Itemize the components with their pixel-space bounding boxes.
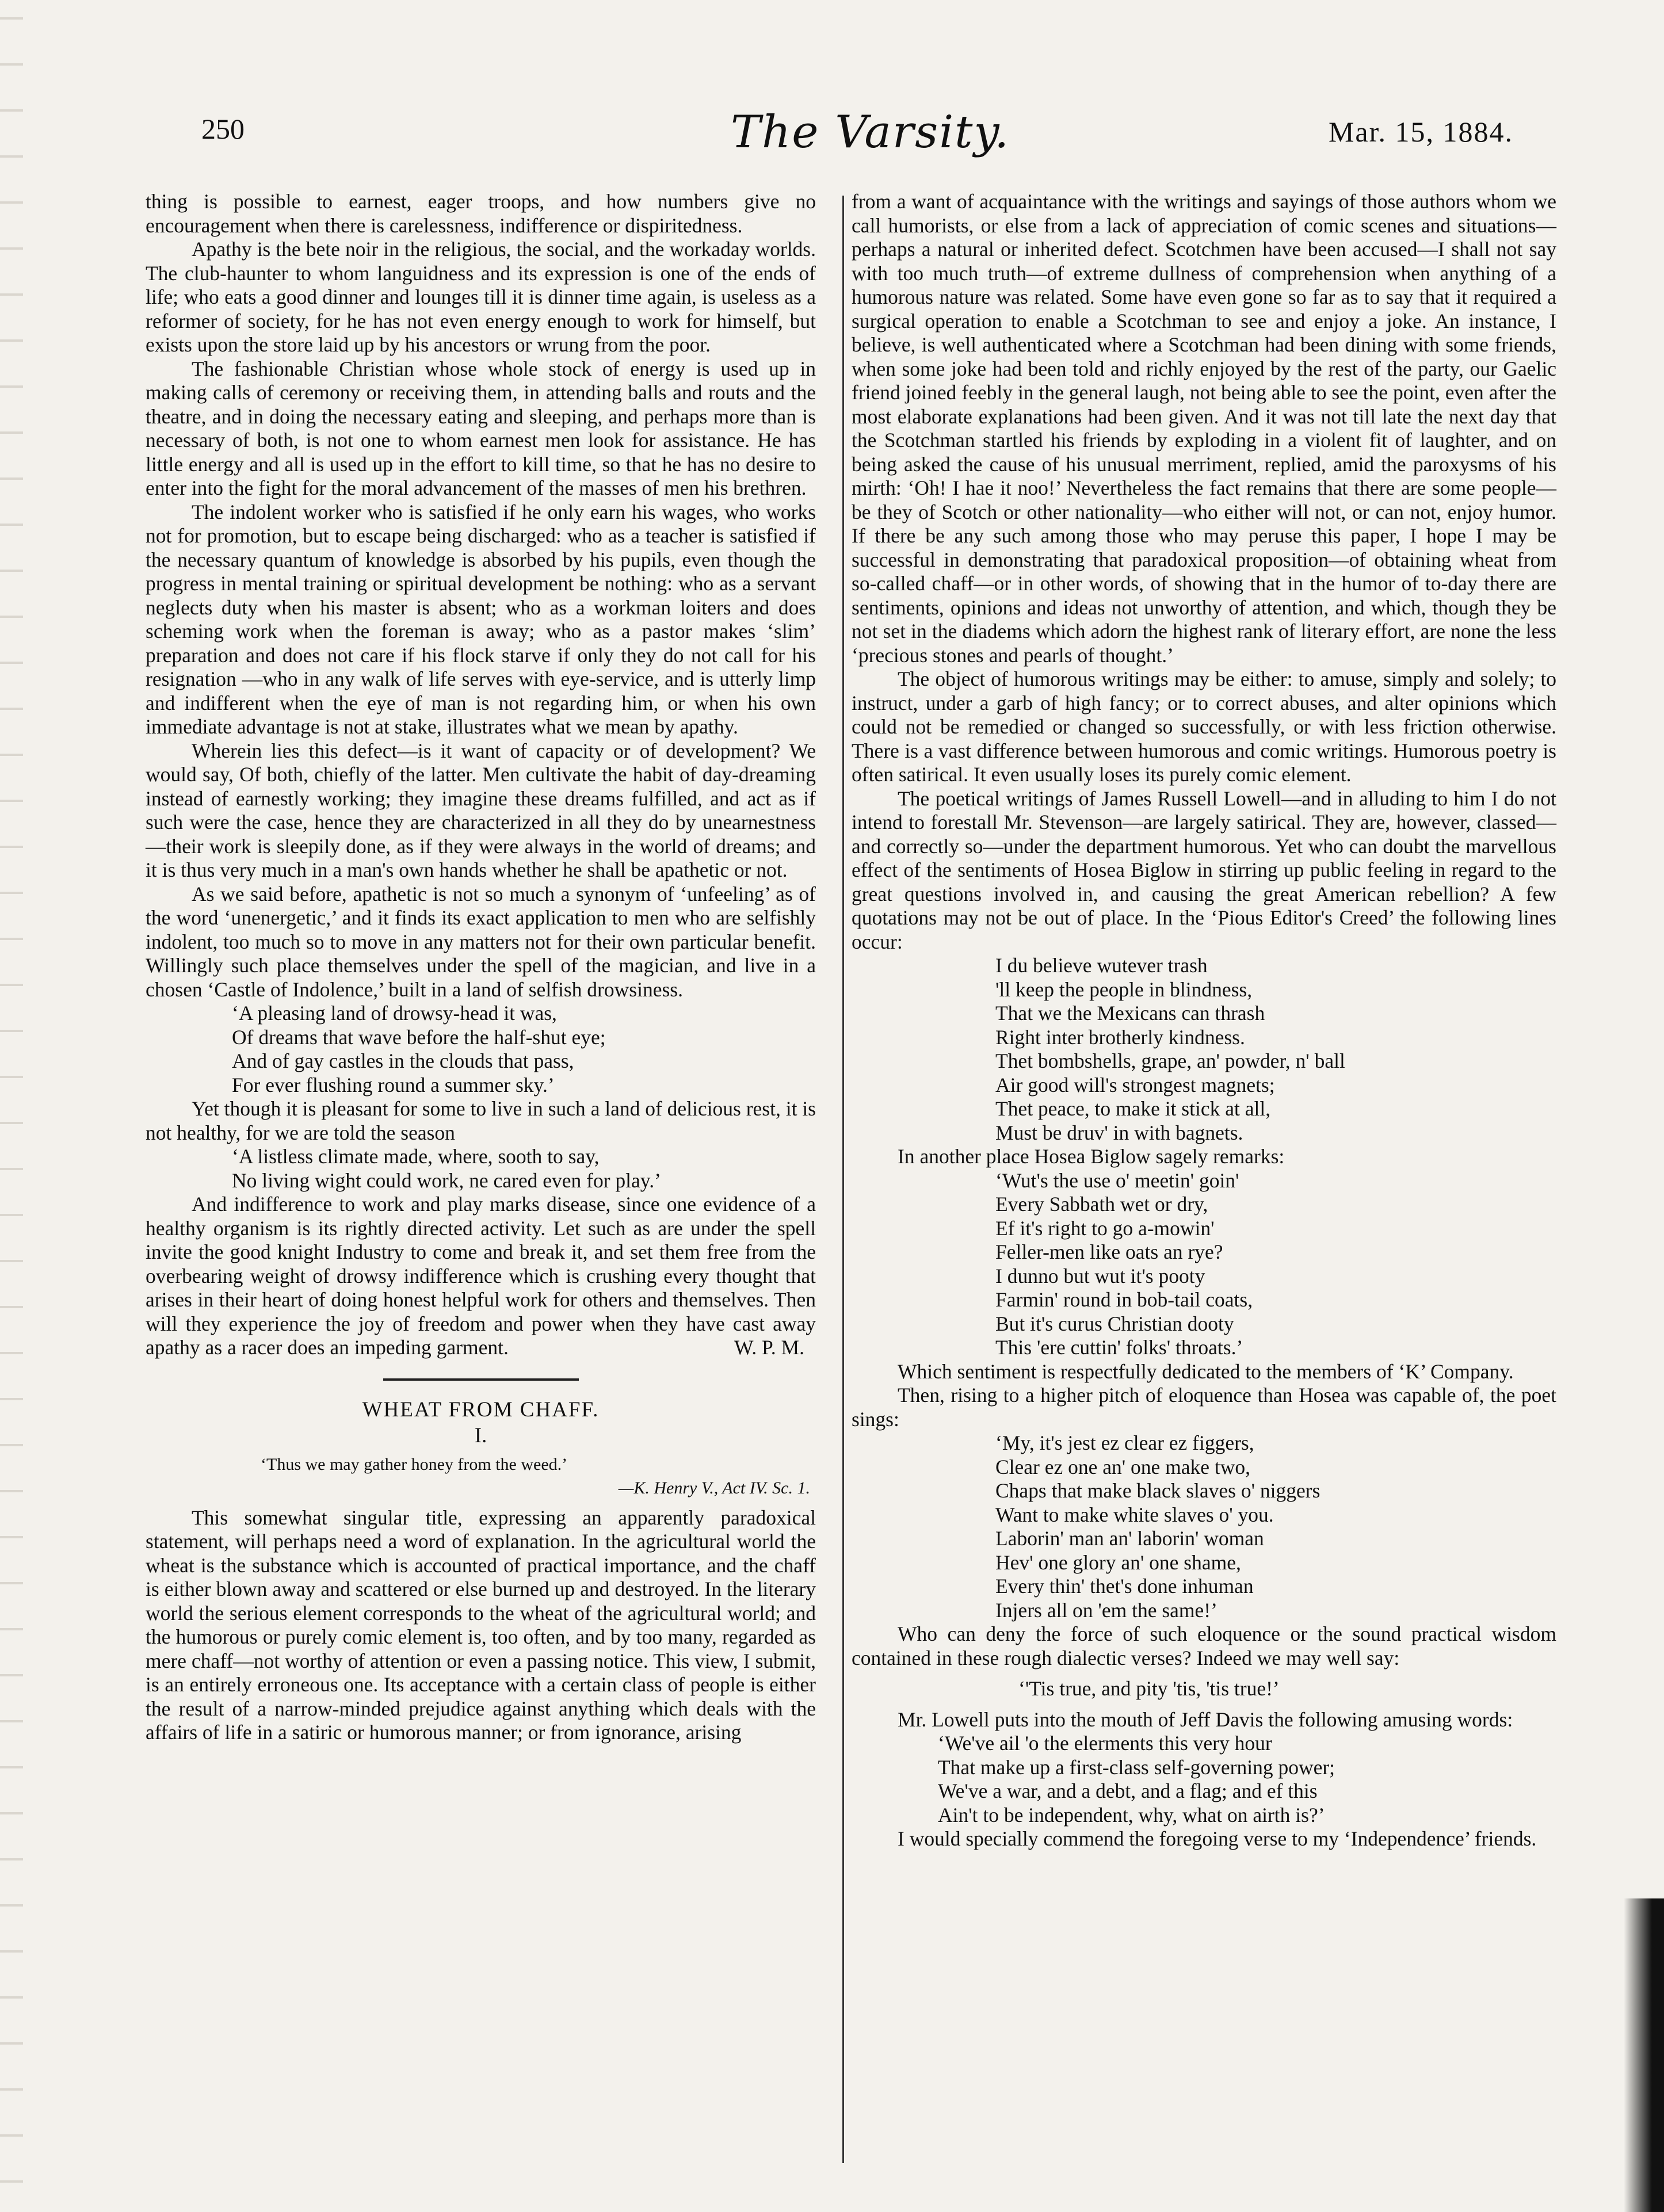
verse-line: We've a war, and a debt, and a flag; and ef this bbox=[938, 1779, 1318, 1802]
verse-line: Want to make white slaves o' you. bbox=[995, 1503, 1274, 1526]
verse-line: Injers all on 'em the same!’ bbox=[995, 1598, 1218, 1622]
epigraph-source: —K. Henry V., Act IV. Sc. 1. bbox=[618, 1479, 810, 1497]
verse-line: That we the Mexicans can thrash bbox=[995, 1002, 1265, 1025]
verse-line: ‘A listless climate made, where, sooth to say, bbox=[232, 1145, 600, 1168]
page-edge-shadow bbox=[1624, 1898, 1664, 2212]
author-signature: W. P. M. bbox=[734, 1336, 804, 1359]
verse-line: No living wight could work, ne cared even for play.’ bbox=[232, 1168, 661, 1192]
verse-line: ‘A pleasing land of drowsy-head it was, bbox=[232, 1002, 557, 1025]
verse-meetin-goin bbox=[852, 1169, 1556, 1360]
paragraph: Apathy is the bete noir in the religious, the social, and the workaday worlds. The club-haunter to whom languidness and its expression is one of the ends of life; who eats a good dinner and lounges till it is dinner time again, is useless as a reformer of society, for he has not even energy enough to work for himself, but exists upon the store laid up by his ancestors or wrung from the poor. bbox=[146, 238, 816, 356]
verse-pious-editors-creed bbox=[852, 954, 1556, 1145]
paragraph: Then, rising to a higher pitch of eloquence than Hosea was capable of, the poet sings: bbox=[852, 1384, 1556, 1431]
verse-line: Right inter brotherly kindness. bbox=[995, 1025, 1245, 1049]
article-part-number: I. bbox=[474, 1424, 487, 1447]
verse-line: Ain't to be independent, why, what on airth is?’ bbox=[938, 1803, 1325, 1827]
right-column bbox=[852, 190, 1556, 1851]
page-number: 250 bbox=[201, 113, 245, 145]
paragraph: Mr. Lowell puts into the mouth of Jeff Davis the following amusing words: bbox=[898, 1707, 1513, 1731]
page-edge-left bbox=[0, 0, 23, 2212]
verse-line: Of dreams that wave before the half-shut eye; bbox=[232, 1025, 606, 1049]
verse-line: Clear ez one an' one make two, bbox=[995, 1455, 1251, 1479]
paragraph: Wherein lies this defect—is it want of capacity or of development? We would say, Of both, chiefly of the latter. Men cultivate the habit of day-dreaming instead of earnestly working; they imagine these dreams fulfilled, and act as if such were the case, hence they are characterized in all they do by unearnestness —their work is sleepily done, as if they were always in the world of dreams; and it is thus very much in a man's own hands whether he shall be apathetic or not. bbox=[146, 739, 816, 881]
verse-jeff-davis bbox=[852, 1732, 1556, 1827]
paragraph: thing is possible to earnest, eager troops, and how numbers give no encouragement when there is carelessness, indifference or dispiritedness. bbox=[146, 190, 816, 237]
verse-line: For ever flushing round a summer sky.’ bbox=[232, 1073, 555, 1097]
verse-line: ‘My, it's jest ez clear ez figgers, bbox=[995, 1431, 1254, 1454]
verse-tis-true bbox=[852, 1677, 1556, 1701]
article-title: WHEAT FROM CHAFF. bbox=[362, 1397, 600, 1422]
verse-listless-climate bbox=[146, 1145, 816, 1193]
paragraph bbox=[146, 1193, 816, 1360]
left-column bbox=[146, 190, 816, 1745]
paragraph: I would specially commend the foregoing verse to my ‘Independence’ friends. bbox=[898, 1827, 1537, 1850]
verse-line: But it's curus Christian dooty bbox=[995, 1312, 1234, 1335]
paragraph-text: And indifference to work and play marks disease, since one evidence of a healthy organism is its rightly directed activity. Let such as are under the spell invite the good knight Industry to come and break it, and set them free from the overbearing weight of drowsy indifference which is crushing every thought that arises in their heart of doing honest helpful work for others and themselves. Then will they experience the joy of freedom and power when they have cast away apathy as a racer does an impeding garment. bbox=[146, 1193, 816, 1359]
verse-line: Laborin' man an' laborin' woman bbox=[995, 1527, 1264, 1550]
spacer bbox=[852, 1670, 1556, 1677]
verse-line: Thet peace, to make it stick at all, bbox=[995, 1097, 1271, 1120]
verse-line: Air good will's strongest magnets; bbox=[995, 1073, 1275, 1097]
verse-line: ‘'Tis true, and pity 'tis, 'tis true!’ bbox=[1018, 1677, 1280, 1700]
verse-castle-of-indolence bbox=[146, 1002, 816, 1097]
verse-line: I du believe wutever trash bbox=[995, 954, 1208, 977]
verse-line: Hev' one glory an' one shame, bbox=[995, 1550, 1241, 1574]
verse-line: ‘Wut's the use o' meetin' goin' bbox=[995, 1168, 1239, 1192]
page-header bbox=[201, 106, 1513, 170]
article-divider bbox=[383, 1378, 579, 1381]
verse-clear-ez-figgers bbox=[852, 1431, 1556, 1622]
verse-line: Farmin' round in bob-tail coats, bbox=[995, 1288, 1253, 1311]
paragraph: This somewhat singular title, expressing an apparently paradoxical statement, will perhaps need a word of explanation. In the agricultural world the wheat is the substance which is accounted of practical importance, and the chaff is either blown away and scattered or else burned up and destroyed. In the literary world the serious element corresponds to the wheat of the agricultural world; and the humorous or purely comic element is, too often, and by too many, regarded as mere chaff—not worthy of attention or even a passing notice. This view, I submit, is an entirely erroneous one. Its acceptance with a certain class of people is either the result of a narrow-minded prejudice against anything which deals with the affairs of life in a satiric or humorous manner; or from ignorance, arising bbox=[146, 1506, 816, 1744]
spacer bbox=[852, 1701, 1556, 1708]
verse-line: Every thin' thet's done inhuman bbox=[995, 1575, 1254, 1598]
verse-line: That make up a first-class self-governing power; bbox=[938, 1755, 1335, 1779]
epigraph: ‘Thus we may gather honey from the weed.’ bbox=[261, 1454, 568, 1474]
verse-line: I dunno but wut it's pooty bbox=[995, 1264, 1205, 1288]
paragraph: The indolent worker who is satisfied if he only earn his wages, who works not for promotion, but to escape being discharged: who as a teacher is satisfied if the necessary quantum of knowledge is absorbed by his pupils, even though the progress in mental training or spiritual development be nothing: who as a servant neglects duty when his master is absent; who as a workman loiters and does scheming work when the foreman is away; who as a pastor makes ‘slim’ preparation and does not care if his flock starve if only they do not call for his resignation —who in any walk of life serves with eye-service, and is utterly limp and indifferent when the eye of man is not regarding him, or when his own immediate advantage is not at stake, illustrates what we mean by apathy. bbox=[146, 500, 816, 738]
verse-line: Thet bombshells, grape, an' powder, n' ball bbox=[995, 1049, 1345, 1072]
paragraph: The poetical writings of James Russell Lowell—and in alluding to him I do not intend to forestall Mr. Stevenson—are largely satirical. They are, however, classed—and correctly so—under the department humorous. Yet who can doubt the marvellous effect of the sentiments of Hosea Biglow in stirring up public feeling in regard to the great questions involved in, and causing the great American rebellion? A few quotations may not be out of place. In the ‘Pious Editor's Creed’ the following lines occur: bbox=[852, 786, 1556, 953]
verse-line: Ef it's right to go a-mowin' bbox=[995, 1216, 1215, 1240]
paragraph: Which sentiment is respectfully dedicated to the members of ‘K’ Company. bbox=[898, 1359, 1514, 1383]
verse-line: 'll keep the people in blindness, bbox=[995, 977, 1253, 1001]
verse-line: ‘We've ail 'o the elerments this very hour bbox=[938, 1732, 1272, 1755]
masthead: The Varsity. bbox=[731, 106, 1010, 158]
paragraph: Who can deny the force of such eloquence or the sound practical wisdom contained in these rough dialectic verses? Indeed we may well say: bbox=[852, 1622, 1556, 1669]
verse-line: Chaps that make black slaves o' niggers bbox=[995, 1479, 1320, 1502]
paragraph: In another place Hosea Biglow sagely remarks: bbox=[898, 1145, 1285, 1168]
verse-line: Feller-men like oats an rye? bbox=[995, 1240, 1223, 1263]
verse-line: Every Sabbath wet or dry, bbox=[995, 1193, 1208, 1216]
verse-line: This 'ere cuttin' folks' throats.’ bbox=[995, 1336, 1243, 1359]
paragraph: As we said before, apathetic is not so much a synonym of ‘unfeeling’ as of the word ‘unenergetic,’ and it finds its exact application to men who are selfishly indolent, too much so to move in any matters not for their own particular benefit. Willingly such place themselves under the spell of the magician, and live in a chosen ‘Castle of Indolence,’ built in a land of selfish drowsiness. bbox=[146, 882, 816, 1001]
verse-line: Must be druv' in with bagnets. bbox=[995, 1121, 1243, 1144]
verse-line: And of gay castles in the clouds that pass, bbox=[232, 1049, 574, 1072]
paragraph: from a want of acquaintance with the writings and sayings of those authors whom we call humorists, or else from a lack of appreciation of comic scenes and situations—perhaps a natural or inherited defect. Scotchmen have been accused—I shall not say with too much truth—of extreme dullness of comprehension when anything of a humorous nature was related. Some have even gone so far as to say that it required a surgical operation to enable a Scotchman to see and enjoy a joke. An instance, I believe, is well authenticated where a Scotchman had been dining with some friends, when some joke had been told and richly enjoyed by the rest of the party, our Gaelic friend joined feebly in the general laugh, not being able to see the point, even after the most elaborate explanations had been given. And it was not till late the next day that the Scotchman startled his friends by exploding in a violent fit of laughter, and on being asked the cause of his unusual merriment, replied, amid the paroxysms of his mirth: ‘Oh! I hae it noo!’ Nevertheless the fact remains that there are some people—be they of Scotch or other nationality—who either will not, or can not, enjoy humor. If there be any such among those who may peruse this paper, I hope I may be successful in demonstrating that paradoxical proposition—of obtaining wheat from so-called chaff—or in other words, of showing that in the humor of to-day there are sentiments, opinions and ideas not unworthy of attention, and which, though they be not set in the diadems which adorn the highest rank of literary effort, are none the less ‘precious stones and pearls of thought.’ bbox=[852, 190, 1556, 667]
column-rule bbox=[842, 196, 844, 2163]
issue-date: Mar. 15, 1884. bbox=[1328, 116, 1513, 148]
paragraph: The object of humorous writings may be either: to amuse, simply and solely; to instruct, under a garb of high fancy; or to correct abuses, and alter opinions which could not be remedied or changed so successfully, or with less friction otherwise. There is a vast difference between humorous and comic writings. Humorous poetry is often satirical. It even usually loses its purely comic element. bbox=[852, 667, 1556, 786]
paragraph: The fashionable Christian whose whole stock of energy is used up in making calls of ceremony or receiving them, in attending balls and routs and the theatre, and in doing the necessary eating and sleeping, and perhaps more than is necessary of both, is not one to whom earnest men look for assistance. He has little energy and all is used up in the effort to kill time, so that he has no desire to enter into the fight for the moral advancement of the masses of men his brethren. bbox=[146, 357, 816, 499]
paragraph: Yet though it is pleasant for some to live in such a land of delicious rest, it is not healthy, for we are told the season bbox=[146, 1097, 816, 1144]
